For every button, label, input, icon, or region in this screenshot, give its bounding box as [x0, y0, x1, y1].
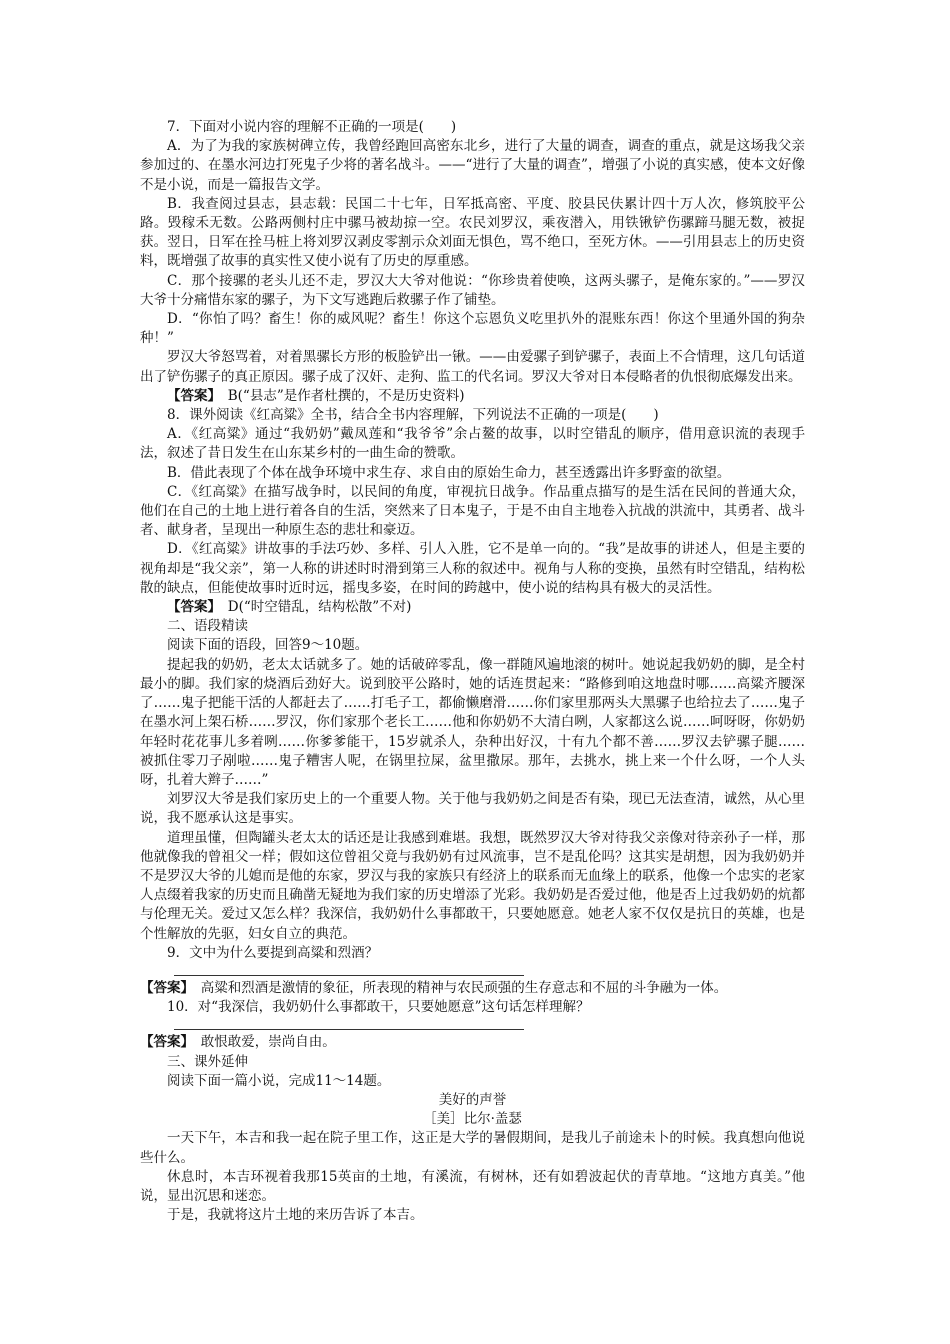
q9-stem: 9．文中为什么要提到高粱和烈酒？ — [167, 944, 379, 961]
passage-paragraph-3: 道理虽懂，但陶罐头老太太的话还是让我感到难堪。我想，既然罗汉大爷对待我父亲像对待亲孙子一样，那他就像我的曾祖父一样；假如这位曾祖父竟与我奶奶有过风流事，岂不是乱伦吗？这其实是胡想，因为我奶奶并不是罗汉大爷的儿媳而是他的东家，罗汉与我的家族只有经济上的联系而无血缘上的联系，他像一个忠实的老家人点缀着我家的历史而且确凿无疑地为我们家的历史增添了光彩。我奶奶是否爱过他，他是否上过我奶奶的炕都与伦理无关。爱过又怎么样？我深信，我奶奶什么事都敢干，只要她愿意。她老人家不仅仅是抗日的英雄，也是个性解放的先驱，妇女自立的典范。 — [140, 829, 805, 942]
q7-answer — [140, 387, 805, 406]
passage-paragraph-2: 刘罗汉大爷是我们家历史上的一个重要人物。关于他与我奶奶之间是否有染，现已无法查清，诚然，从心里说，我不愿承认这是事实。 — [140, 791, 805, 827]
section-2-intro: 阅读下面的语段，回答9～10题。 — [167, 637, 369, 654]
story-title: 美好的声誉 — [438, 1091, 507, 1108]
q7-option-d-note: 罗汉大爷怒骂着，对着黑骡长方形的板脸铲出一锹。——由爱骡子到铲骡子，表面上不合情理，这几句话道出了铲伤骡子的真正原因。骡子成了汉奸、走狗、监工的代名词。罗汉大爷对日本侵略者的仇恨彻底爆发出来。 — [140, 349, 805, 385]
q8-option-a: A．《红高粱》通过“我奶奶”戴凤莲和“我爷爷”余占鳌的故事，以时空错乱的顺序，借用意识流的表现手法，叙述了昔日发生在山东某乡村的一曲生命的赞歌。 — [140, 426, 805, 462]
q7-option-c: C．那个接骡的老头儿还不走，罗汉大大爷对他说：“你珍贵着使唤，这两头骡子，是俺东家的。”——罗汉大爷十分痛惜东家的骡子，为下文写逃跑后救骡子作了铺垫。 — [140, 272, 805, 308]
q8-option-d: D．《红高粱》讲故事的手法巧妙、多样、引人入胜，它不是单一向的。“我”是故事的讲述人，但是主要的视角却是“我父亲”，第一人称的讲述时时滑到第三人称的叙述中。视角与人称的变换，虽然有时空错乱，结构松散的缺点，但能使故事时近时远，摇曳多姿，在时间的跨越中，使小说的结构具有极大的灵活性。 — [140, 541, 805, 596]
answer-tag: 【答案】 — [167, 599, 215, 616]
answer-text: B(“县志”是作者杜撰的，不是历史资料) — [214, 387, 465, 404]
answer-text: 敢恨敢爱，崇尚自由。 — [187, 1034, 336, 1051]
answer-tag: 【答案】 — [167, 387, 215, 404]
q7-option-d-quote: D．“你怕了吗？畜生！你的威风呢？畜生！你这个忘恩负义吃里扒外的混账东西！你这个里通外国的狗杂种！” — [140, 311, 805, 347]
answer-text: D(“时空错乱，结构松散”不对) — [214, 599, 412, 616]
q8-answer — [140, 598, 805, 617]
section-3-intro: 阅读下面一篇小说，完成11～14题。 — [167, 1072, 391, 1089]
q7-option-a: A．为了为我的家族树碑立传，我曾经跑回高密东北乡，进行了大量的调查，调查的重点，就是这场我父亲参加过的、在墨水河边打死鬼子少将的著名战斗。——“进行了大量的调查”，增强了小说的真实感，使本文好像不是小说，而是一篇报告文学。 — [140, 138, 805, 193]
q10-stem: 10．对“我深信，我奶奶什么事都敢干，只要她愿意”这句话怎样理解？ — [167, 999, 590, 1016]
q10-answer — [140, 1033, 805, 1052]
q9-answer-line — [174, 963, 524, 976]
section-2-title: 二、语段精读 — [167, 618, 248, 635]
answer-tag: 【答案】 — [140, 979, 188, 996]
q7-stem: 7．下面对小说内容的理解不正确的一项是( ) — [167, 119, 457, 135]
q9-answer — [140, 979, 805, 998]
q8-stem: 8．课外阅读《红高粱》全书，结合全书内容理解，下列说法不正确的一项是( ) — [167, 407, 659, 424]
section-3-title: 三、课外延伸 — [167, 1053, 248, 1070]
passage-paragraph-1: 提起我的奶奶，老太太话就多了。她的话破碎零乱，像一群随风遍地滚的树叶。她说起我奶奶的脚，是全村最小的脚。我们家的烧酒后劲好大。说到胶平公路时，她的话连贯起来：“路修到咱这地盘时哪……高粱齐腰深了……鬼子把能干活的人都赶去了……打毛子工，都偷懒磨滑……你们家里那两头大黑骡子也给拉去了……鬼子在墨水河上架石桥……罗汉，你们家那个老长工……他和你奶奶不大清白咧，人家都这么说……呵呀呀，你奶奶年轻时花花事儿多着咧……你爹爹能干，15岁就杀人，杂种出好汉，十有九个都不善……罗汉去铲骡子腿……被抓住零刀子剐啦……鬼子糟害人呢，在锅里拉屎，盆里撒尿。那年，去挑水，挑上来一个什么呀，一个人头呀，扎着大辫子……” — [140, 656, 805, 788]
story-author: ［美］比尔·盖瑟 — [423, 1111, 522, 1128]
q8-option-c: C．《红高粱》在描写战争时，以民间的角度，审视抗日战争。作品重点描写的是生活在民间的普通大众，他们在自己的土地上进行着各自的生活，突然来了日本鬼子，于是不由自主地卷入抗战的洪流中，其勇者、战斗者、献身者，呈现出一种原生态的悲壮和豪迈。 — [140, 483, 805, 539]
answer-tag: 【答案】 — [140, 1034, 188, 1051]
answer-text: 高粱和烈酒是激情的象征，所表现的精神与农民顽强的生存意志和不屈的斗争融为一体。 — [187, 979, 728, 996]
story-paragraph-3: 于是，我就将这片土地的来历告诉了本吉。 — [167, 1207, 424, 1224]
story-paragraph-2: 休息时，本吉环视着我那15英亩的土地，有溪流，有树林，还有如碧波起伏的青草地。“这地方真美。”他说，显出沉思和迷恋。 — [140, 1168, 805, 1204]
story-paragraph-1: 一天下午，本吉和我一起在院子里工作，这正是大学的暑假期间，是我儿子前途未卜的时候。我真想向他说些什么。 — [140, 1130, 805, 1166]
q7-option-b: B．我查阅过县志，县志载：民国二十七年，日军抵高密、平度、胶县民伕累计四十万人次，修筑胶平公路。毁稼禾无数。公路两侧村庄中骡马被劫掠一空。农民刘罗汉，乘夜潜入，用铁锹铲伤骡蹄马腿无数，被捉获。翌日，日军在拴马桩上将刘罗汉剥皮零割示众刘面无惧色，骂不绝口，至死方休。——引用县志上的历史资料，既增强了故事的真实性又使小说有了历史的厚重感。 — [140, 195, 805, 270]
q10-answer-line — [174, 1017, 524, 1030]
q8-option-b: B．借此表现了个体在战争环境中求生存、求自由的原始生命力，甚至透露出许多野蛮的欲望。 — [167, 464, 731, 481]
document-page — [140, 118, 805, 1225]
